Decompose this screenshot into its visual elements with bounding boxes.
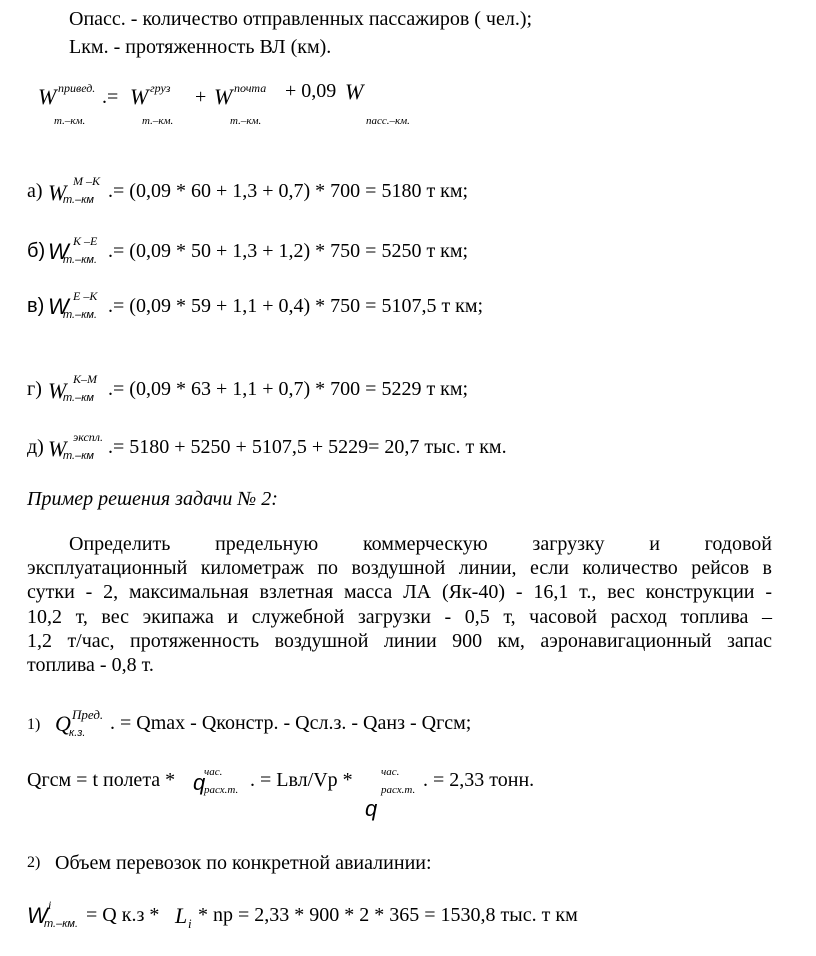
calc-w: W — [48, 180, 67, 205]
calc-sup: Е –К — [73, 289, 98, 303]
formula-w-gruz: W — [130, 84, 149, 109]
definition-lkm: Lкм. - протяженность ВЛ (км). — [69, 36, 332, 58]
final-l: L — [175, 903, 188, 928]
final-sup: i — [48, 898, 52, 912]
calc-sub: т.–км — [63, 450, 94, 462]
calc-expr: .= 5180 + 5250 + 5107,5 + 5229= 20,7 тыс. т км. — [108, 436, 507, 458]
final-sub: т.–км. — [44, 918, 79, 930]
step-1-expr: . = Qmax - Qконстр. - Qсл.з. - Qанз - Qгсм; — [110, 712, 472, 734]
definition-opass: Опасс. - количество отправленных пассажиров ( чел.); — [69, 8, 533, 30]
task-line: Определить предельную коммерческую загрузку и годовой — [69, 533, 772, 555]
calc-label: б) — [27, 240, 46, 262]
q-symbol: Q — [55, 711, 71, 736]
gsm-lhs: Qгсм = t полета * — [27, 769, 176, 791]
final-b: * np = 2,33 * 900 * 2 * 365 = 1530,8 тыс. т км — [198, 904, 578, 926]
step-2-number: 2) — [27, 854, 41, 871]
calc-sup: экспл. — [73, 430, 104, 444]
q-sub: к.з. — [69, 727, 86, 739]
calc-label: а) — [27, 180, 43, 202]
formula-w-pass: W — [345, 79, 364, 104]
calc-sup: М –К — [73, 174, 100, 188]
final-w: W — [27, 903, 48, 928]
calc-expr: .= (0,09 * 60 + 1,3 + 0,7) * 700 = 5180 т км; — [108, 180, 469, 202]
final-l-sub: i — [188, 916, 192, 931]
calc-label: в) — [27, 295, 45, 317]
q-symbol: q — [193, 770, 206, 795]
calc-w: W — [48, 239, 69, 264]
calc-label: г) — [27, 378, 42, 400]
gsm-mid: . = Lвл/Vp * — [250, 769, 353, 791]
formula-w-pochta: W — [214, 84, 233, 109]
step-1-number: 1) — [27, 716, 41, 733]
q-sub: расх.т. — [381, 784, 416, 796]
task-line: эксплуатационный километраж по воздушной линии, если количество рейсов в — [27, 557, 772, 580]
formula-gruz-sub: т.–км. — [142, 115, 174, 127]
step-2-text: Объем перевозок по конкретной авиалинии: — [55, 852, 432, 874]
formula-pochta-sub: т.–км. — [230, 115, 262, 127]
calc-expr: .= (0,09 * 50 + 1,3 + 1,2) * 750 = 5250 т км; — [108, 240, 469, 262]
q-sup: час. — [204, 766, 223, 778]
formula-lhs-sub: т.–км. — [54, 115, 86, 127]
final-a: = Q к.з * — [86, 904, 160, 926]
task-line: сутки - 2, максимальная взлетная масса ЛА (Як-40) - 16,1 т., вес конструкции - — [27, 581, 772, 604]
formula-plus: + — [195, 86, 207, 108]
calc-w: W — [48, 294, 69, 319]
calc-sub: т.–км — [63, 194, 94, 206]
formula-pass-sub: пасс.–км. — [366, 115, 410, 127]
calc-sup: К–М — [73, 372, 97, 386]
calc-expr: .= (0,09 * 59 + 1,1 + 0,4) * 750 = 5107,5 т км; — [108, 295, 484, 317]
task-line: 1,2 т/час, протяженность воздушной линии 900 км, аэронавигационный запас — [27, 629, 772, 652]
example-heading: Пример решения задачи № 2: — [27, 488, 278, 510]
task-paragraph — [27, 532, 772, 677]
q-sub: расх.т. — [204, 784, 239, 796]
calc-w: W — [48, 378, 67, 403]
calc-sub: т.–км. — [63, 254, 98, 266]
task-line-last: топлива - 0,8 т. — [27, 654, 154, 677]
formula-w-lhs: W — [38, 84, 57, 109]
formula-coef: + 0,09 — [285, 80, 337, 102]
calc-sub: т.–км — [63, 392, 94, 404]
gsm-rhs: . = 2,33 тонн. — [423, 769, 535, 791]
formula-gruz-sup: груз — [150, 81, 171, 95]
q-sup: час. — [381, 766, 400, 778]
calc-label: д) — [27, 436, 44, 458]
calc-sub: т.–км. — [63, 309, 98, 321]
formula-eq: .= — [102, 86, 119, 108]
formula-lhs-sup: привед. — [58, 81, 96, 95]
calc-expr: .= (0,09 * 63 + 1,1 + 0,7) * 700 = 5229 т км; — [108, 378, 469, 400]
task-line: 10,2 т, вес экипажа и служебной загрузки - 0,5 т, часовой расход топлива – — [27, 605, 772, 628]
calc-w: W — [48, 436, 67, 461]
q-sup: Пред. — [72, 707, 104, 722]
calc-sup: К –Е — [73, 234, 98, 248]
formula-pochta-sup: почта — [234, 81, 267, 95]
q-symbol: q — [365, 796, 378, 821]
